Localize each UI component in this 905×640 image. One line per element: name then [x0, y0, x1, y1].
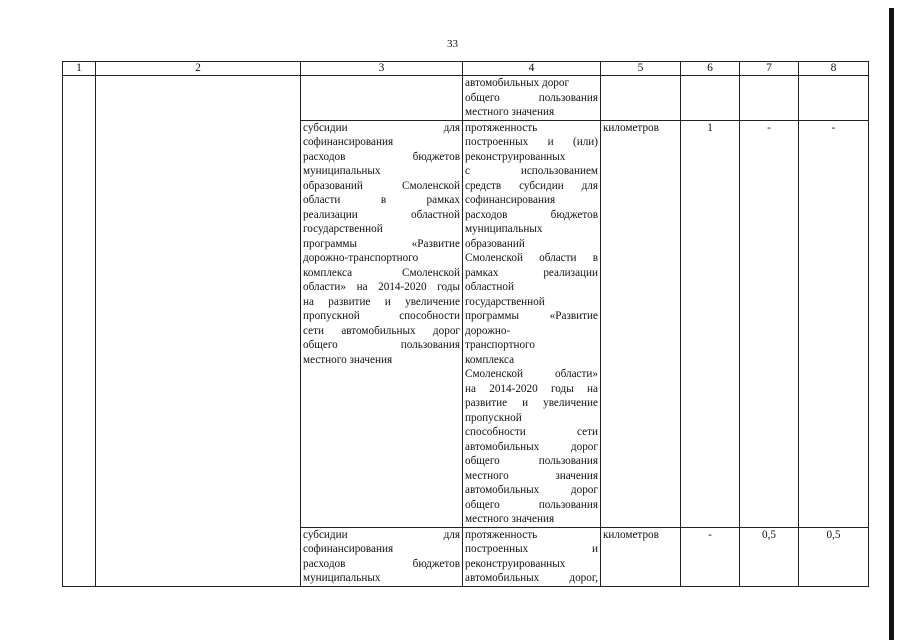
indicator-cell [463, 76, 601, 121]
cell-text-line: государственной [303, 223, 383, 235]
cell-text-line: Смоленской области» [465, 368, 598, 380]
cell-text-line: софинансирования [465, 194, 556, 206]
cell-text-line: дорожно- [465, 324, 511, 337]
value-cell-8: - [799, 120, 869, 527]
cell-text-line: общего пользования [303, 339, 460, 351]
cell-text-line: общего пользования [465, 91, 598, 104]
column-header-2: 2 [96, 62, 301, 76]
cell-text-line: местного значения [465, 513, 555, 525]
cell-text-line: сети автомобильных дорог [303, 324, 460, 337]
cell-text-line: рамках реализации [465, 266, 598, 279]
measure-cell [301, 76, 463, 121]
cell-text-line: автомобильных дорог [465, 440, 598, 453]
column-header-8: 8 [799, 62, 869, 76]
cell-text-line: пропускной способности [303, 310, 460, 322]
cell-text-line: средств субсидии для [465, 179, 598, 192]
value-cell-7 [740, 76, 799, 121]
cell-text-line: области в рамках [303, 194, 460, 206]
value-cell-7: 0,5 [740, 527, 799, 586]
cell-text-line: муниципальных [303, 572, 381, 584]
cell-text-line: реконструированных [465, 150, 566, 163]
cell-text-line: реконструированных [465, 557, 566, 570]
cell-text-line: на 2014-2020 годы на [465, 382, 598, 395]
cell-text-line: Смоленской области в [465, 252, 598, 264]
cell-text-line: области» на 2014-2020 годы [303, 281, 460, 293]
cell-text-line: образований Смоленской [303, 179, 460, 192]
cell-text-line: субсидии для [303, 528, 460, 541]
cell-text-line: дорожно-транспортного [303, 252, 419, 264]
cell-text-line: субсидии для [303, 121, 460, 134]
cell-text-line: расходов бюджетов [465, 208, 598, 221]
cell-text-line: автомобильных дорог [465, 77, 570, 89]
cell-text-line: способности сети [465, 426, 598, 438]
cell-text-line: построенных и (или) [465, 136, 598, 148]
unit-cell: километров [601, 120, 681, 527]
column-header-5: 5 [601, 62, 681, 76]
unit-cell [601, 76, 681, 121]
cell-text-line: программы «Развитие [303, 237, 460, 250]
cell-text-line: софинансирования [303, 543, 394, 555]
column-header-3: 3 [301, 62, 463, 76]
cell-text-line: транспортного [465, 339, 535, 351]
cell-text-line: на развитие и увеличение [303, 295, 460, 308]
cell-text-line: софинансирования [303, 136, 394, 148]
cell-text-line: общего пользования [465, 455, 598, 467]
cell-text-line: с использованием [465, 165, 598, 177]
cell-text-line: комплекса Смоленской [303, 266, 460, 279]
cell-text-line: пропускной [465, 411, 522, 424]
cell-text-line: общего пользования [465, 498, 598, 511]
table-row [63, 76, 869, 121]
column-header-7: 7 [740, 62, 799, 76]
column-header-4: 4 [463, 62, 601, 76]
cell-text-line: муниципальных [465, 223, 543, 235]
unit-cell: километров [601, 527, 681, 586]
value-cell-6: - [681, 527, 740, 586]
column-header-6: 6 [681, 62, 740, 76]
cell-text-line: расходов бюджетов [303, 150, 460, 163]
value-cell-8: 0,5 [799, 527, 869, 586]
cell-text-line: расходов бюджетов [303, 557, 460, 570]
cell-text-line: местного значения [303, 353, 393, 366]
scan-edge-bar [889, 8, 894, 640]
measure-cell [301, 120, 463, 527]
cell-text-line: автомобильных дорог [465, 484, 598, 496]
cell-text-line: реализации областной [303, 208, 460, 221]
cell-text-line: программы «Развитие [465, 310, 598, 322]
indicator-cell [463, 527, 601, 586]
cell-text-line: комплекса [465, 353, 515, 366]
cell-text-line: автомобильных дорог, [465, 572, 598, 584]
cell-text-line: протяженность [465, 528, 538, 541]
col2-cell [96, 76, 301, 587]
indicators-table [62, 61, 869, 587]
cell-text-line: построенных и [465, 543, 598, 555]
cell-text-line: муниципальных [303, 165, 381, 177]
column-number-row [63, 62, 869, 76]
indicator-cell [463, 120, 601, 527]
value-cell-6 [681, 76, 740, 121]
measure-cell [301, 527, 463, 586]
cell-text-line: развитие и увеличение [465, 397, 598, 409]
cell-text-line: местного значения [465, 469, 598, 482]
value-cell-6: 1 [681, 120, 740, 527]
value-cell-7: - [740, 120, 799, 527]
column-header-1: 1 [63, 62, 96, 76]
cell-text-line: образований [465, 237, 525, 250]
value-cell-8 [799, 76, 869, 121]
col1-cell [63, 76, 96, 587]
cell-text-line: протяженность [465, 121, 538, 134]
cell-text-line: государственной [465, 295, 545, 308]
page-number: 33 [447, 38, 458, 50]
cell-text-line: местного значения [465, 106, 555, 118]
cell-text-line: областной [465, 281, 514, 293]
